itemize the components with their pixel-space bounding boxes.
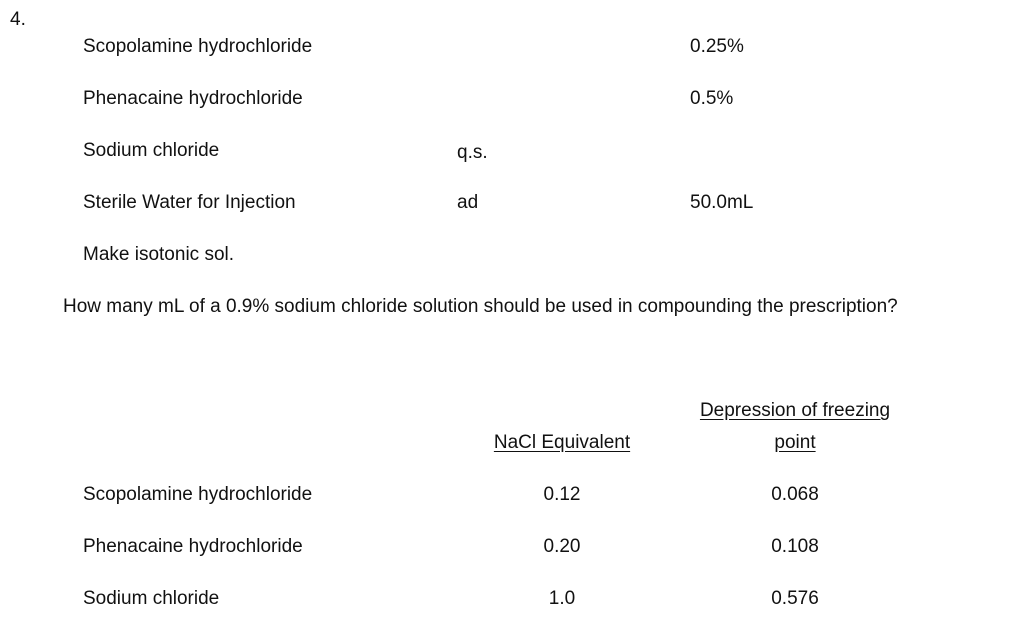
table-row-freezing: 0.576 — [771, 588, 819, 609]
ingredient-qualifier: ad — [457, 192, 479, 213]
ingredient-amount: 0.5% — [690, 88, 734, 109]
question-text: How many mL of a 0.9% sodium chloride solution should be used in compounding the prescription? — [63, 296, 898, 317]
problem-number: 4. — [10, 9, 26, 30]
header-freezing-line1: Depression of freezing — [699, 400, 891, 421]
ingredient-name: Sterile Water for Injection — [83, 192, 296, 213]
table-row-nacl: 0.12 — [543, 484, 581, 505]
table-row-nacl: 0.20 — [543, 536, 581, 557]
instruction-text: Make isotonic sol. — [83, 244, 235, 265]
ingredient-amount: 0.25% — [690, 36, 744, 57]
table-row-name: Sodium chloride — [83, 588, 220, 609]
ingredient-name: Sodium chloride — [83, 140, 220, 161]
ingredient-name: Scopolamine hydrochloride — [83, 36, 313, 57]
ingredient-amount: 50.0mL — [690, 192, 754, 213]
table-row-name: Phenacaine hydrochloride — [83, 536, 303, 557]
ingredient-name: Phenacaine hydrochloride — [83, 88, 303, 109]
table-row-freezing: 0.068 — [771, 484, 819, 505]
header-nacl-equivalent: NaCl Equivalent — [493, 432, 631, 453]
table-row-freezing: 0.108 — [771, 536, 819, 557]
header-freezing-line2: point — [774, 432, 816, 453]
ingredient-qualifier: q.s. — [457, 142, 488, 163]
table-row-name: Scopolamine hydrochloride — [83, 484, 313, 505]
table-row-nacl: 1.0 — [548, 588, 576, 609]
